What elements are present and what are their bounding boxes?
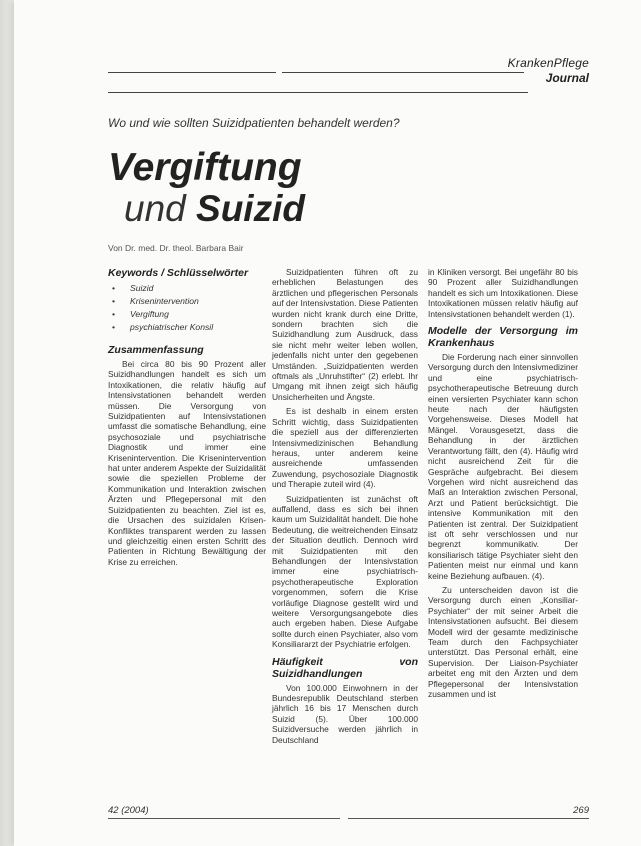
section-heading-models: Modelle der Versorgung im Krankenhaus (428, 325, 578, 350)
page-gutter (0, 0, 14, 846)
header-rule-lower (108, 92, 528, 93)
keyword-item: • Suizid (108, 282, 266, 295)
summary-heading: Zusammenfassung (108, 344, 204, 356)
body-paragraph: Von 100.000 Einwohnern in der Bundesrepublik Deutschland sterben jährlich 16 bis 17 Menschen durch Suizid (5). Über 100.000 Suizidversuche werden jährlich in Deutschland (272, 682, 418, 745)
keyword-item: • Vergiftung (108, 308, 266, 321)
article-title-line2 (124, 190, 305, 227)
title-word-und: und (124, 188, 186, 229)
article-title-line1: Vergiftung (108, 146, 302, 189)
column-2 (272, 267, 418, 749)
summary-text: Bei circa 80 bis 90 Prozent aller Suizidhandlungen handelt es sich um Intoxikationen, die relativ häufig auf Intensivstationen behandelt werden müssen. Die Versorgung von Suizidpatienten auf Intensivstationen umfasst die somatische Behandlung, eine psychosoziale und psychiatrische Diagnostik und immer eine Krisenintervention. Die Krisenintervention hat unter anderem Aspekte der Suizidalität sowie die speziellen Probleme der Kommunikation und Interaktion zwischen Ärzten und Pflegepersonal mit den Suizidpatienten zu beachten. Ziel ist es, die Ursachen des suizidalen Krisen-Konfliktes transparent werden zu lassen und gleichzeitig einen ersten Schritt des Patienten in Richtung Bewältigung der Krise zu erreichen. (108, 359, 266, 567)
body-paragraph: Zu unterscheiden davon ist die Versorgung durch einen „Konsiliar-Psychiater“ der mit seiner Arbeit die Intensivstationen aufsucht. Bei diesem Modell wird der gesamte medizinische Team durch den Fachpsychiater unterstützt. Das Personal erhält, eine Supervision. Der Liaison-Psychiater arbeitet eng mit den Ärzten und dem Pflegepersonal der Intensivstation zusammen und ist (428, 584, 578, 700)
header-rule-right (282, 72, 524, 73)
journal-masthead (508, 56, 589, 85)
footer-rule-right (348, 818, 589, 819)
section-heading-frequency: Häufigkeit von Suizidhandlungen (272, 655, 418, 680)
keyword-item: • Krisenintervention (108, 295, 266, 308)
header-rule-left (108, 72, 276, 73)
footer-rule-left (108, 818, 340, 819)
keywords-heading: Keywords / Schlüsselwörter (108, 267, 249, 279)
footer-issue: 42 (2004) (108, 805, 149, 816)
keywords-list (108, 282, 266, 334)
journal-name: KrankenPflege (507, 56, 589, 70)
column-3 (428, 267, 578, 703)
title-word-suizid: Suizid (196, 188, 305, 229)
body-paragraph: in Kliniken versorgt. Bei ungefähr 80 bis 90 Prozent aller Suizidhandlungen handelt es sich um Intoxikationen. Diese Intoxikationen müssen relativ häufig auf Intensivstationen behandelt werden (1). (428, 267, 578, 319)
article-kicker: Wo und wie sollten Suizidpatienten behandelt werden? (108, 116, 400, 130)
footer-page-number: 269 (573, 805, 589, 816)
body-paragraph: Es ist deshalb in einem ersten Schritt wichtig, dass Suizidpatienten die speziell aus der differenzierten Intensivmedizinischen Behandlung heraus, unter anderem keine ausreichende umfassenden Zuwendung, psychosoziale Diagnostik und Therapie zuteil wird (4). (272, 406, 418, 490)
body-paragraph: Die Forderung nach einer sinnvollen Versorgung durch den Intensivmediziner und eine psychiatrisch-psychotherapeutische Betreuung durch einen versierten Psychiater kann schon heute nach der häufigsten Vorgehensweise. Dieses Modell hat Mängel. Vorausgesetzt, dass die Behandlung in der ärztlichen Verantwortung fällt, den (4). Häufig wird nicht ausreichend Zeit für die Gespräche aufgebracht. Bei diesem Vorgehen wird nicht ausreichend das Maß an Interaktion zwischen Personal, Arzt und Patient berücksichtigt. Die intensive Kommunikation mit den Patienten ist zentral. Der Suizidpatient ist oft sehr verschlossen und nur begrenzt kommunikativ. Der konsiliarisch tätige Psychiater sieht den Patienten meist nur einmal und kann keine Beziehung aufbauen. (4). (428, 352, 578, 581)
body-paragraph: Suizidpatienten führen oft zu erheblichen Belastungen des ärztlichen und pflegerischen Personals auf der Intensivstation. Diese Patienten wurden nicht krank durch eine Dritte, sondern brachten sich die Suizidhandlung zum Ausdruck, dass sie nicht mehr weiter leben wollen, jedenfalls nicht unter den gegebenen Umständen. „Suizidpatienten werden oftmals als „Unruhstifter“ (2) erlebt. Ihr Umgang mit ihnen zeigt sich häufig Unsicherheiten und Ängste. (272, 267, 418, 402)
column-1 (108, 267, 266, 571)
journal-subtitle: Journal (545, 71, 589, 85)
article-author: Von Dr. med. Dr. theol. Barbara Bair (108, 243, 244, 253)
body-paragraph: Suizidpatienten ist zunächst oft auffallend, dass es sich bei ihnen kaum um Suizidalität handelt. Die hohe Bedeutung, die weitreichenden Einsatz der Situation deutlich. Dennoch wird mit Suizidpatienten mit den Behandlungen der Intensivstation immer eine psychiatrisch-psychotherapeutische Exploration vorgenommen, sofern die Krise vorläufige Diagnose gestellt wird und weitere Versorgungsangebote dies auch ergeben haben. Diese Aufgabe sollte durch einen Psychiater, also vom Konsiliararzt der Psychiatrie erfolgen. (272, 493, 418, 650)
keyword-item: • psychiatrischer Konsil (108, 321, 266, 334)
